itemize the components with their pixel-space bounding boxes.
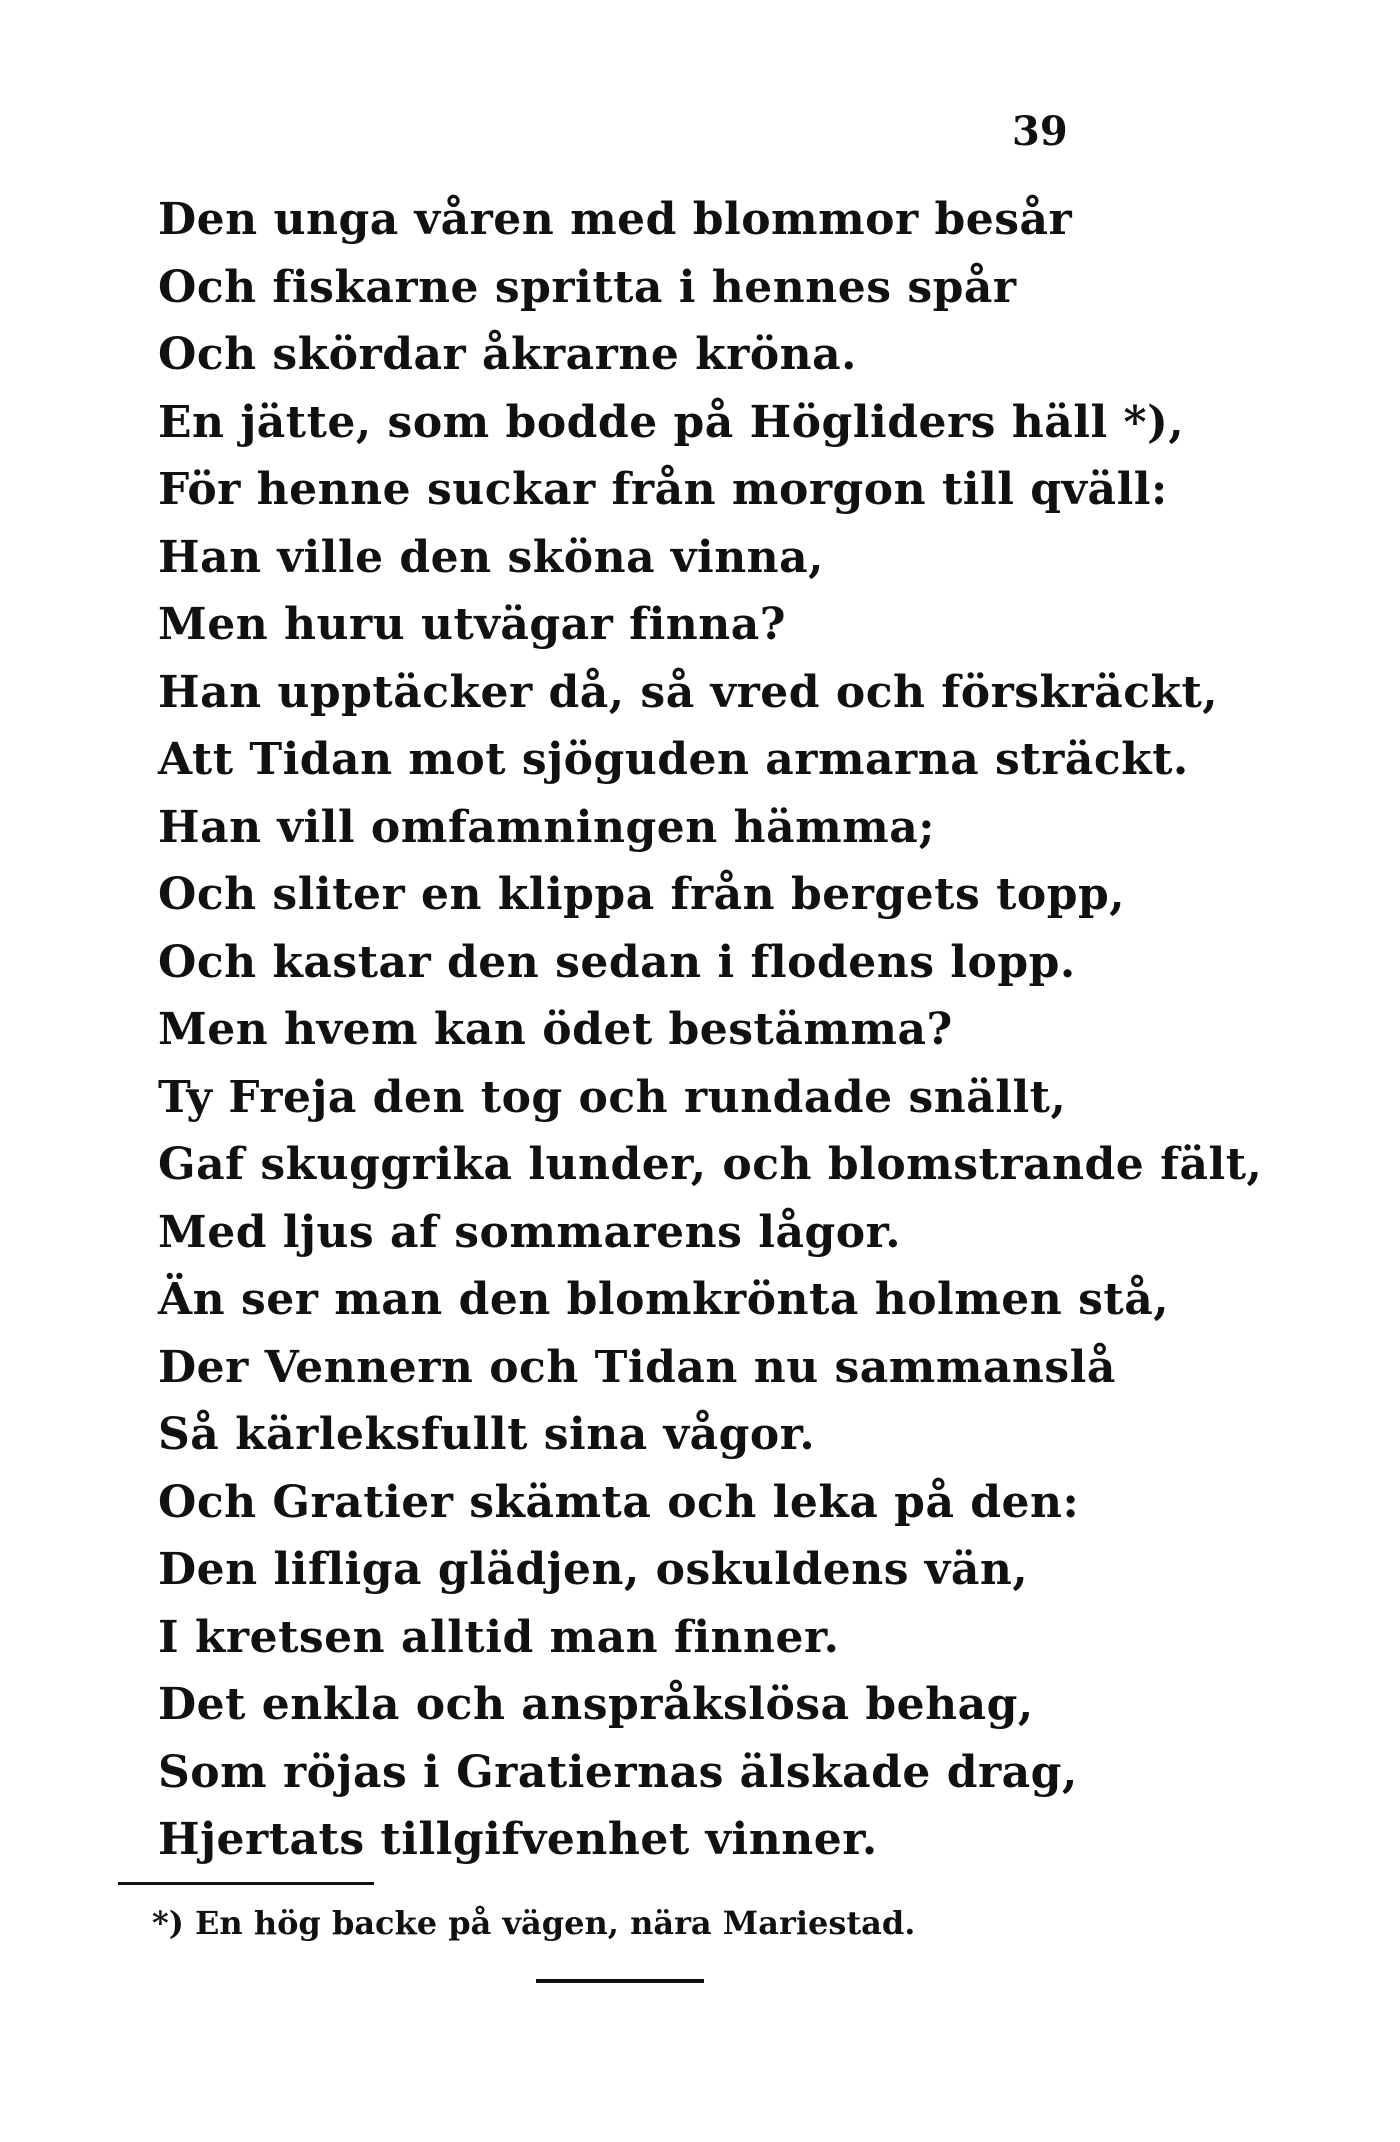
poem-line: Än ser man den blomkrönta holmen stå,: [158, 1274, 1170, 1325]
poem-line: Hjertats tillgifvenhet vinner.: [158, 1814, 878, 1865]
poem-line: Men huru utvägar finna?: [158, 599, 787, 650]
footnote-divider: [118, 1882, 374, 1885]
poem-line: Ty Freja den tog och rundade snällt,: [158, 1071, 1067, 1123]
poem-line: Den unga våren med blommor besår: [158, 194, 1073, 245]
poem-text: [158, 186, 1338, 1874]
poem-line: Gaf skuggrika lunder, och blomstrande fält,: [158, 1139, 1263, 1190]
poem-line: Och kastar den sedan i flodens lopp.: [158, 936, 1076, 988]
poem-line: Som röjas i Gratiernas älskade drag,: [158, 1746, 1078, 1798]
poem-line: Och sliter en klippa från bergets topp,: [158, 869, 1126, 920]
poem-line: Den lifliga glädjen, oskuldens vän,: [158, 1544, 1029, 1595]
poem-line: Men hvem kan ödet bestämma?: [158, 1004, 953, 1055]
poem-line: Och skördar åkrarne kröna.: [158, 329, 857, 380]
poem-line: Det enkla och anspråkslösa behag,: [158, 1679, 1034, 1730]
poem-line: Han ville den sköna vinna,: [158, 531, 824, 583]
poem-line: För henne suckar från morgon till qväll:: [158, 464, 1168, 515]
poem-line: Der Vennern och Tidan nu sammanslå: [158, 1341, 1116, 1393]
end-divider: [536, 1979, 704, 1983]
page-number: 39: [1012, 108, 1068, 155]
poem-line: Med ljus af sommarens lågor.: [158, 1206, 902, 1258]
poem-line: Han vill omfamningen hämma;: [158, 801, 935, 853]
poem-line: Att Tidan mot sjöguden armarna sträckt.: [158, 734, 1189, 785]
poem-line: Och Gratier skämta och leka på den:: [158, 1476, 1080, 1528]
poem-line: I kretsen alltid man finner.: [158, 1611, 840, 1663]
poem-line: Han upptäcker då, så vred och förskräckt,: [158, 666, 1219, 718]
poem-line: Och fiskarne spritta i hennes spår: [158, 261, 1017, 313]
footnote: *) En hög backe på vägen, nära Mariestad.: [152, 1904, 916, 1942]
poem-line: En jätte, som bodde på Högliders häll *),: [158, 396, 1185, 448]
poem-line: Så kärleksfullt sina vågor.: [158, 1409, 816, 1460]
